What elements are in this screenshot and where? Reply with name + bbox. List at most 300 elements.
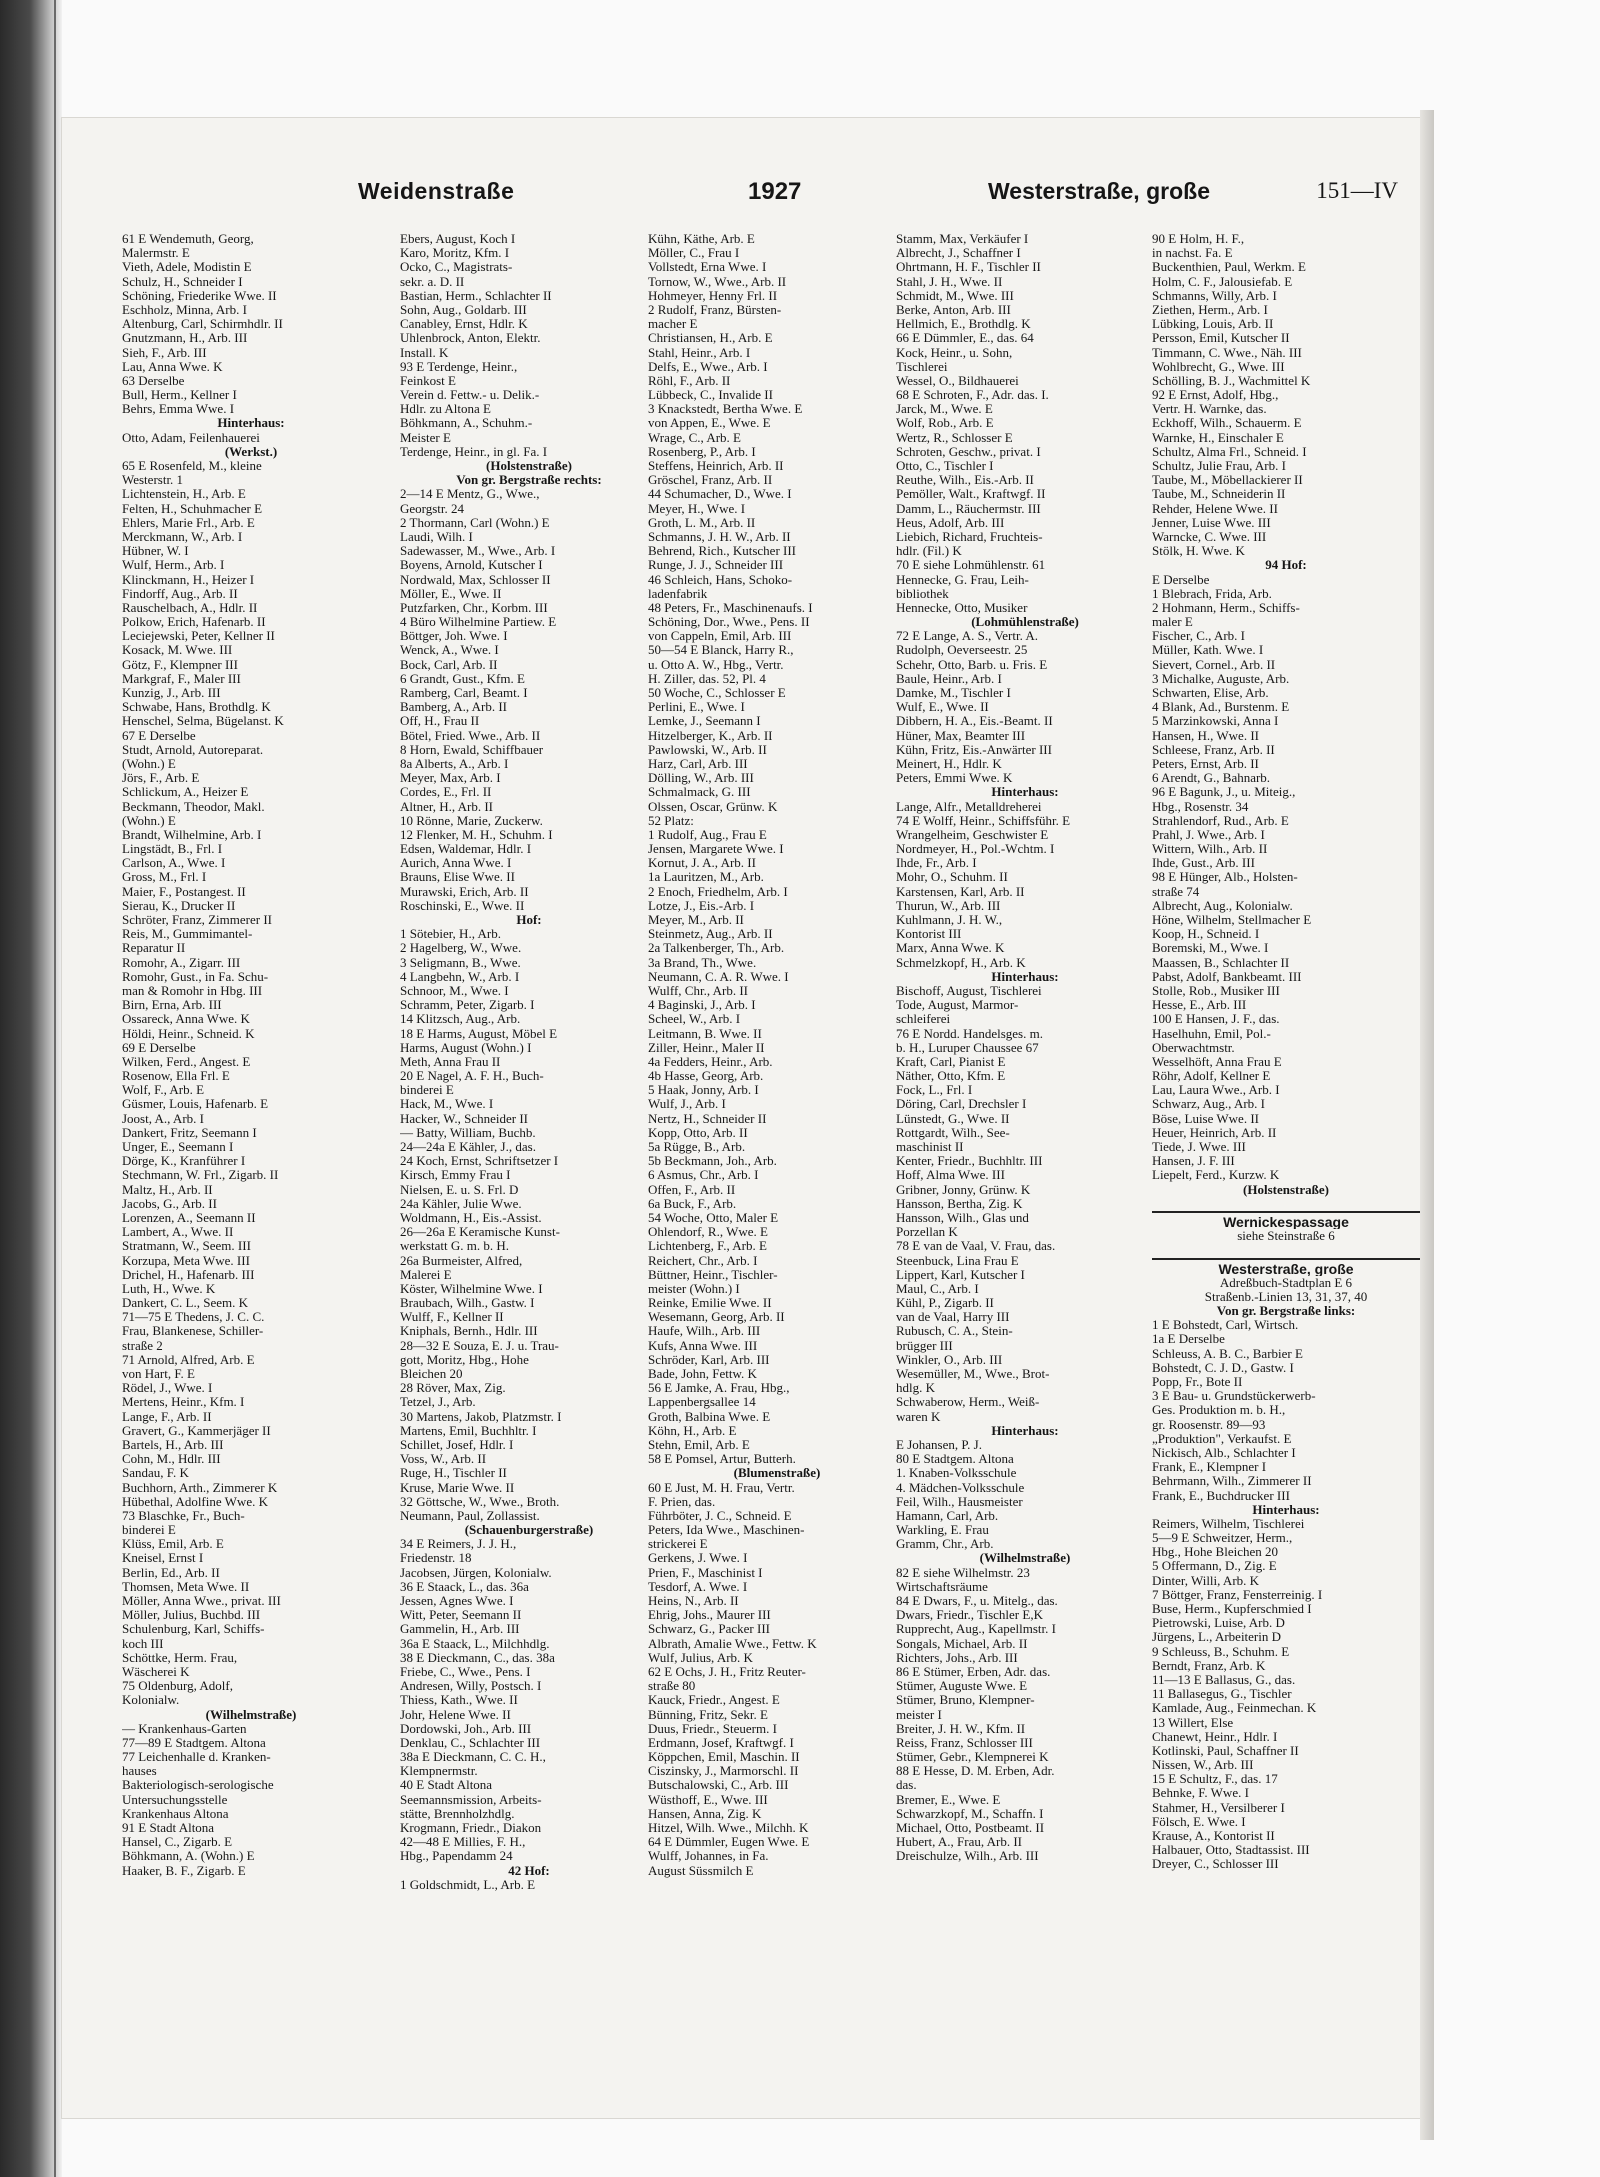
directory-entry: 13 Willert, Else — [1152, 1715, 1234, 1730]
directory-entry: Peters, Emmi Wwe. K — [896, 771, 1013, 786]
directory-entry: Wolf, F., Arb. E — [122, 1083, 205, 1098]
directory-entry: hdlr. (Fil.) K — [896, 544, 962, 559]
directory-entry: 8a Alberts, A., Arb. I — [400, 756, 509, 771]
directory-entry: Krause, A., Kontorist II — [1152, 1829, 1275, 1843]
directory-entry: 4a Fedders, Heinr., Arb. — [648, 1054, 773, 1069]
directory-entry: Putzfarken, Chr., Korbm. III — [400, 600, 548, 615]
directory-entry: binderei E — [122, 1523, 176, 1538]
directory-entry: 4. Mädchen-Volksschule — [896, 1480, 1025, 1495]
directory-entry: Songals, Michael, Arb. II — [896, 1636, 1028, 1651]
directory-entry: Schroten, Geschw., privat. I — [896, 444, 1041, 459]
directory-entry: Reichert, Chr., Arb. I — [648, 1253, 758, 1268]
directory-entry: Ziethen, Herm., Arb. I — [1152, 302, 1268, 317]
directory-entry: Sohn, Aug., Goldarb. III — [400, 302, 527, 317]
directory-entry: Böhkmann, A. (Wohn.) E — [122, 1849, 255, 1864]
directory-entry: Leitmann, B. Wwe. II — [648, 1026, 762, 1041]
directory-entry: Kotlinski, Paul, Schaffner II — [1152, 1743, 1299, 1758]
directory-entry: Sadewasser, M., Wwe., Arb. I — [400, 544, 556, 559]
directory-entry: Möller, Anna Wwe., privat. III — [122, 1594, 281, 1608]
directory-entry: Karstensen, Karl, Arb. II — [896, 884, 1025, 899]
directory-entry: Möller, C., Frau I — [648, 246, 740, 261]
directory-entry: Damke, M., Tischler I — [896, 686, 1011, 700]
directory-entry: (Holstenstraße) — [1243, 1182, 1329, 1197]
header-year: 1927 — [748, 178, 802, 205]
directory-entry: Sieh, F., Arb. III — [122, 345, 207, 360]
directory-entry: Thomsen, Meta Wwe. II — [122, 1579, 250, 1594]
directory-entry: Merckmann, W., Arb. I — [122, 529, 243, 544]
directory-entry: Reparatur II — [122, 941, 186, 956]
directory-entry: Krogmann, Friedr., Diakon — [400, 1821, 542, 1835]
directory-entry: 94 Hof: — [1265, 558, 1307, 573]
directory-entry: Seemannsmission, Arbeits- — [400, 1792, 542, 1807]
directory-entry: Lichtenstein, H., Arb. E — [122, 487, 246, 502]
directory-entry: Gravert, G., Kammerjäger II — [122, 1423, 271, 1438]
directory-entry: gott, Moritz, Hbg., Hohe — [400, 1352, 529, 1367]
directory-entry: Jacobs, G., Arb. II — [122, 1196, 217, 1211]
directory-entry: 5—9 E Schweitzer, Herm., — [1152, 1531, 1293, 1546]
directory-entry: strickerei E — [648, 1537, 708, 1552]
directory-entry: Georgstr. 24 — [400, 501, 465, 516]
directory-entry: 15 E Schultz, F., das. 17 — [1152, 1772, 1278, 1787]
directory-entry: Groth, L. M., Arb. II — [648, 515, 756, 530]
directory-entry: Wulff, F., Kellner II — [400, 1310, 504, 1325]
directory-column-4 — [896, 232, 1154, 2022]
directory-entry: Lambert, A., Wwe. II — [122, 1225, 234, 1240]
directory-entry: Ocko, C., Magistrats- — [400, 260, 513, 275]
directory-entry: Luth, H., Wwe. K — [122, 1281, 216, 1296]
directory-entry: Wittern, Wilh., Arb. II — [1152, 842, 1268, 857]
directory-entry: 71 Arnold, Alfred, Arb. E — [122, 1352, 255, 1367]
directory-entry: Roschinski, E., Wwe. II — [400, 898, 525, 913]
directory-entry: 91 E Stadt Altona — [122, 1821, 215, 1835]
directory-entry — [1152, 1243, 1420, 1257]
directory-entry: 46 Schleich, Hans, Schoko- — [648, 572, 793, 587]
directory-entry: Kirsch, Emmy Frau I — [400, 1168, 511, 1183]
directory-entry: Kneisel, Ernst I — [122, 1551, 204, 1566]
directory-entry: Wernickespassage — [1152, 1211, 1420, 1229]
directory-entry: Hübner, W. I — [122, 544, 189, 559]
directory-entry: Brandt, Wilhelmine, Arb. I — [122, 827, 262, 842]
directory-entry: 1 E Bohstedt, Carl, Wirtsch. — [1152, 1318, 1299, 1333]
directory-entry: (Lohmühlenstraße) — [971, 615, 1079, 630]
directory-entry: Hansen, Anna, Zig. K — [648, 1806, 762, 1821]
directory-entry: Denklau, C., Schlachter III — [400, 1735, 541, 1750]
directory-entry: 6 Grandt, Gust., Kfm. E — [400, 671, 525, 686]
directory-entry: Bremer, E., Wwe. E — [896, 1792, 1001, 1807]
directory-entry: (Schauenburgerstraße) — [464, 1523, 594, 1538]
directory-entry: 48 Peters, Fr., Maschinenaufs. I — [648, 600, 813, 615]
directory-entry: Aurich, Anna Wwe. I — [400, 856, 512, 871]
directory-entry: Bleichen 20 — [400, 1367, 463, 1381]
directory-entry: — Krankenhaus-Garten — [122, 1721, 247, 1736]
directory-entry: Meyer, Max, Arb. I — [400, 771, 501, 786]
directory-entry: Lingstädt, B., Frl. I — [122, 842, 223, 857]
directory-entry: Jarck, M., Wwe. E — [896, 402, 993, 417]
directory-entry: 5a Rügge, B., Arb. — [648, 1140, 746, 1154]
directory-entry: 4 Blank, Ad., Burstenm. E — [1152, 700, 1290, 715]
directory-entry: Martens, Emil, Buchhltr. I — [400, 1423, 537, 1438]
directory-entry: Schehr, Otto, Barb. u. Fris. E — [896, 657, 1048, 672]
directory-entry: Wüsthoff, E., Wwe. III — [648, 1792, 768, 1807]
page-right-edge — [1420, 110, 1434, 2140]
directory-entry: bibliothek — [896, 586, 949, 601]
directory-entry: Wulff, Chr., Arb. II — [648, 983, 748, 998]
directory-entry: Kornut, J. A., Arb. II — [648, 856, 756, 871]
directory-entry: Bischoff, August, Tischlerei — [896, 983, 1042, 998]
directory-entry: Joost, A., Arb. I — [122, 1111, 204, 1126]
directory-entry: Romohr, Gust., in Fa. Schu- — [122, 969, 269, 984]
directory-entry: Mohr, O., Schuhm. II — [896, 870, 1008, 885]
directory-entry: Boremski, M., Wwe. I — [1152, 941, 1269, 956]
directory-entry: Schwarz, G., Packer III — [648, 1622, 771, 1637]
directory-entry: Ihde, Gust., Arb. III — [1152, 856, 1255, 871]
directory-entry: 28—32 E Souza, E. J. u. Trau- — [400, 1338, 559, 1353]
directory-entry: Fischer, C., Arb. I — [1152, 629, 1245, 644]
directory-entry: Carlson, A., Wwe. I — [122, 856, 226, 871]
directory-entry: 1 Rudolf, Aug., Frau E — [648, 827, 767, 842]
directory-entry: Schwabe, Hans, Brothdlg. K — [122, 700, 271, 715]
directory-entry: Albrath, Amalie Wwe., Fettw. K — [648, 1636, 817, 1651]
directory-entry: Wulf, J., Arb. I — [648, 1097, 726, 1112]
directory-entry: 42—48 E Millies, F. H., — [400, 1835, 526, 1850]
directory-entry: Wesemüller, M., Wwe., Brot- — [896, 1367, 1050, 1381]
directory-entry: Olssen, Oscar, Grünw. K — [648, 799, 778, 814]
directory-entry: Feinkost E — [400, 373, 456, 388]
directory-entry: Dölling, W., Arb. III — [648, 771, 754, 786]
directory-entry: Schnoor, M., Wwe. I — [400, 983, 509, 998]
directory-entry: Schlickum, A., Heizer E — [122, 785, 249, 800]
directory-entry: 60 E Just, M. H. Frau, Vertr. — [648, 1480, 795, 1495]
directory-entry: Steinmetz, Aug., Arb. II — [648, 927, 773, 942]
directory-entry: Klüss, Emil, Arb. E — [122, 1537, 224, 1552]
directory-entry: Krankenhaus Altona — [122, 1806, 229, 1821]
directory-entry: Heuer, Heinrich, Arb. II — [1152, 1125, 1277, 1140]
directory-entry: Koop, H., Schneid. I — [1152, 927, 1260, 942]
directory-entry: sekr. a. D. II — [400, 274, 465, 289]
directory-entry: Westerstr. 1 — [122, 473, 184, 488]
directory-entry: Unger, E., Seemann I — [122, 1140, 234, 1154]
directory-entry: Altner, H., Arb. II — [400, 799, 493, 814]
directory-entry: (Wohn.) E — [122, 813, 176, 828]
directory-entry: von Hart, F. E — [122, 1367, 195, 1381]
directory-entry: Cordes, E., Frl. II — [400, 785, 492, 800]
directory-entry: Straßenb.-Linien 13, 31, 37, 40 — [1204, 1289, 1368, 1304]
directory-entry: Schmanns, J. H. W., Arb. II — [648, 529, 791, 544]
directory-entry: hdlg. K — [896, 1381, 935, 1396]
directory-entry: 100 E Hansen, J. F., das. — [1152, 1012, 1280, 1027]
directory-entry: Kosack, M. Wwe. III — [122, 643, 233, 658]
directory-entry: 69 E Derselbe — [122, 1040, 196, 1055]
directory-entry: Reis, M., Gummimantel- — [122, 927, 253, 942]
directory-entry: Offen, F., Arb. II — [648, 1182, 736, 1197]
directory-entry: 98 E Hünger, Alb., Holsten- — [1152, 870, 1298, 885]
book-binding-edge — [0, 0, 62, 2177]
directory-entry: Klempnermstr. — [400, 1764, 478, 1779]
directory-entry: Voss, W., Arb. II — [400, 1452, 487, 1467]
directory-entry: Ihde, Fr., Arb. I — [896, 856, 977, 871]
directory-entry: 1a E Derselbe — [1152, 1332, 1225, 1347]
directory-entry: Wesemann, Georg, Arb. II — [648, 1310, 785, 1325]
directory-entry: Winkler, O., Arb. III — [896, 1352, 1003, 1367]
directory-entry: Buckenthien, Paul, Werkm. E — [1152, 260, 1306, 275]
directory-entry: Rottgardt, Wilh., See- — [896, 1125, 1010, 1140]
directory-entry: Jörs, F., Arb. E — [122, 771, 200, 786]
directory-entry: Jacobsen, Jürgen, Kolonialw. — [400, 1565, 552, 1580]
directory-entry: Halbauer, Otto, Stadtassist. III — [1152, 1843, 1310, 1858]
directory-entry: Reimers, Wilhelm, Tischlerei — [1152, 1516, 1305, 1531]
directory-entry: Thiess, Kath., Wwe. II — [400, 1693, 518, 1708]
directory-entry: 2a Talkenberger, Th., Arb. — [648, 941, 785, 956]
directory-entry: Canabley, Ernst, Hdlr. K — [400, 317, 528, 332]
directory-entry: Edsen, Waldemar, Hdlr. I — [400, 842, 532, 857]
directory-entry: 4 Büro Wilhelmine Partiew. E — [400, 615, 557, 630]
directory-entry: Wrage, C., Arb. E — [648, 430, 741, 445]
directory-entry: Ohlendorf, R., Wwe. E — [648, 1225, 768, 1240]
directory-entry: Möller, Julius, Buchbd. III — [122, 1608, 261, 1623]
directory-entry — [1152, 1197, 1420, 1211]
directory-entry: Schmelzkopf, H., Arb. K — [896, 955, 1026, 970]
directory-entry: Berndt, Franz, Arb. K — [1152, 1658, 1266, 1673]
directory-entry: Tornow, W., Wwe., Arb. II — [648, 274, 787, 289]
directory-entry: 7 Böttger, Franz, Fensterreinig. I — [1152, 1587, 1323, 1602]
directory-entry: Güsmer, Louis, Hafenarb. E — [122, 1097, 269, 1112]
directory-entry: 88 E Hesse, D. M. Erben, Adr. — [896, 1764, 1055, 1779]
directory-entry: Meth, Anna Frau II — [400, 1054, 501, 1069]
directory-entry: Lange, Alfr., Metalldreherei — [896, 799, 1042, 814]
directory-entry: 71—75 E Thedens, J. C. C. — [122, 1310, 265, 1325]
directory-entry: 3 Seligmann, B., Wwe. — [400, 955, 521, 970]
directory-entry: Ciszinsky, J., Marmorschl. II — [648, 1764, 799, 1779]
directory-entry: Berlin, Ed., Arb. II — [122, 1565, 220, 1580]
directory-entry: 24—24a E Kähler, J., das. — [400, 1140, 536, 1154]
directory-entry: 44 Schumacher, D., Wwe. I — [648, 487, 792, 502]
directory-entry: 14 Klitzsch, Aug., Arb. — [400, 1012, 521, 1027]
directory-entry: Schleuss, A. B. C., Barbier E — [1152, 1346, 1303, 1361]
directory-entry: Heus, Adolf, Arb. III — [896, 515, 1005, 530]
directory-entry: Friebe, C., Wwe., Pens. I — [400, 1664, 531, 1679]
directory-entry: Meyer, M., Arb. II — [648, 913, 744, 927]
directory-entry: Reinke, Emilie Wwe. II — [648, 1296, 772, 1311]
directory-entry: Dankert, C. L., Seem. K — [122, 1296, 249, 1311]
directory-entry: Tischlerei — [896, 359, 948, 374]
directory-entry: Liepelt, Ferd., Kurzw. K — [1152, 1168, 1280, 1183]
directory-entry: Jessen, Agnes Wwe. I — [400, 1594, 514, 1608]
directory-entry: Polkow, Erich, Hafenarb. II — [122, 615, 266, 630]
directory-entry: Scheel, W., Arb. I — [648, 1012, 741, 1027]
directory-entry: Harms, August (Wohn.) I — [400, 1040, 532, 1055]
directory-entry: von Appen, E., Wwe. E — [648, 416, 771, 431]
directory-entry: Kühl, P., Zigarb. II — [896, 1296, 994, 1311]
directory-entry: Lemke, J., Seemann I — [648, 714, 761, 729]
directory-entry: Baule, Heinr., Arb. I — [896, 671, 1002, 686]
directory-entry: Dankert, Fritz, Seemann I — [122, 1125, 257, 1140]
directory-entry: Christiansen, H., Arb. E — [648, 331, 773, 346]
directory-entry: Meyer, H., Wwe. I — [648, 501, 746, 516]
directory-entry: 75 Oldenburg, Adolf, — [122, 1679, 233, 1694]
directory-entry: Runge, J. J., Schneider III — [648, 558, 784, 573]
directory-entry: u. Otto A. W., Hbg., Vertr. — [648, 657, 784, 672]
directory-entry: Adreßbuch-Stadtplan E 6 — [1219, 1275, 1353, 1290]
directory-entry: meister (Wohn.) I — [648, 1281, 740, 1296]
directory-entry: Markgraf, F., Maler III — [122, 671, 241, 686]
directory-entry: Schwaberow, Herm., Weiß- — [896, 1395, 1040, 1410]
directory-entry: Cohn, M., Hdlr. III — [122, 1452, 221, 1467]
directory-entry: Popp, Fr., Bote II — [1152, 1375, 1243, 1389]
directory-entry: Uhlenbrock, Anton, Elektr. — [400, 331, 541, 346]
directory-entry: von Cappeln, Emil, Arb. III — [648, 629, 792, 644]
directory-entry: 3a Brand, Th., Wwe. — [648, 955, 757, 970]
directory-entry: Bötel, Fried. Wwe., Arb. II — [400, 728, 541, 743]
directory-entry: Holm, C. F., Jalousiefab. E — [1152, 274, 1293, 289]
directory-entry: Gerkens, J. Wwe. I — [648, 1551, 748, 1566]
directory-entry: in nachst. Fa. E — [1152, 246, 1233, 261]
directory-entry: 61 E Wendemuth, Georg, — [122, 232, 254, 246]
directory-entry: Gammelin, H., Arb. III — [400, 1622, 520, 1637]
directory-entry: Wulf, Herm., Arb. I — [122, 558, 225, 573]
directory-entry: Schmidt, M., Wwe. III — [896, 288, 1014, 303]
directory-entry: Hinterhaus: — [1252, 1502, 1320, 1517]
directory-entry: 2—14 E Mentz, G., Wwe., — [400, 487, 540, 502]
directory-entry: Lübking, Louis, Arb. II — [1152, 317, 1274, 332]
directory-entry: 67 E Derselbe — [122, 728, 196, 743]
directory-entry: Ramberg, Carl, Beamt. I — [400, 686, 528, 700]
directory-entry: Tetzel, J., Arb. — [400, 1395, 476, 1410]
directory-entry: Hinterhaus: — [991, 1423, 1059, 1438]
directory-entry: Stahl, J. H., Wwe. II — [896, 274, 1003, 289]
directory-entry: 50—54 E Blanck, Harry R., — [648, 643, 794, 658]
directory-entry: Michael, Otto, Postbeamt. II — [896, 1821, 1045, 1835]
directory-entry: Jenner, Luise Wwe. III — [1152, 515, 1271, 530]
directory-entry: 5 Marzinkowski, Anna I — [1152, 714, 1279, 729]
directory-entry: Hbg., Hohe Bleichen 20 — [1152, 1545, 1279, 1560]
directory-entry: stätte, Brennholzhdlg. — [400, 1806, 515, 1821]
directory-entry: Ges. Produktion m. b. H., — [1152, 1403, 1286, 1418]
directory-entry: Eckhoff, Wilh., Schauerm. E — [1152, 416, 1302, 431]
directory-entry: Kolonialw. — [122, 1693, 180, 1708]
directory-entry: Hitzelberger, K., Arb. II — [648, 728, 773, 743]
directory-entry: Haselhuhn, Emil, Pol.- — [1152, 1026, 1271, 1041]
directory-entry: Wulf, Julius, Arb. K — [648, 1650, 753, 1665]
directory-entry: Dinter, Willi, Arb. K — [1152, 1573, 1260, 1588]
directory-entry: 90 E Holm, H. F., — [1152, 232, 1245, 246]
directory-entry: 4b Hasse, Georg, Arb. — [648, 1069, 764, 1084]
directory-entry: 1. Knaben-Volksschule — [896, 1466, 1017, 1481]
directory-entry: Liebich, Richard, Fruchteis- — [896, 529, 1043, 544]
directory-entry: Rehder, Helene Wwe. II — [1152, 501, 1278, 516]
directory-entry: Warnke, H., Einschaler E — [1152, 430, 1284, 445]
directory-entry: Behrmann, Wilh., Zimmerer II — [1152, 1474, 1312, 1489]
directory-entry: 1 Blebrach, Frida, Arb. — [1152, 586, 1272, 601]
directory-entry: Möller, E., Wwe. II — [400, 586, 502, 601]
directory-entry: Näther, Otto, Kfm. E — [896, 1069, 1006, 1084]
directory-entry: 82 E siehe Wilhelmstr. 23 — [896, 1565, 1030, 1580]
directory-entry: Steenbuck, Lina Frau E — [896, 1253, 1019, 1268]
directory-entry: Gnutzmann, H., Arb. III — [122, 331, 248, 346]
directory-entry: Eschholz, Minna, Arb. I — [122, 302, 247, 317]
directory-entry: meister I — [896, 1707, 942, 1722]
directory-entry: Malerei E — [400, 1267, 452, 1282]
directory-entry: 3 E Bau- u. Grundstückerwerb- — [1152, 1389, 1316, 1404]
directory-entry: Felten, H., Schuhmacher E — [122, 501, 263, 516]
directory-entry: Müller, Kath. Wwe. I — [1152, 643, 1264, 658]
directory-entry: 40 E Stadt Altona — [400, 1778, 493, 1793]
directory-entry: Schmanns, Willy, Arb. I — [1152, 288, 1277, 303]
directory-entry: Götz, F., Klempner III — [122, 657, 238, 672]
directory-entry: Install. K — [400, 345, 449, 360]
directory-column-1 — [122, 232, 380, 2022]
directory-entry: Schramm, Peter, Zigarb. I — [400, 998, 535, 1013]
directory-entry: Maul, C., Arb. I — [896, 1281, 979, 1296]
directory-entry: Köster, Wilhelmine Wwe. I — [400, 1281, 543, 1296]
directory-entry: 26a Burmeister, Alfred, — [400, 1253, 523, 1268]
directory-entry: Frau, Blankenese, Schiller- — [122, 1324, 264, 1339]
directory-entry: Rupprecht, Aug., Kapellmstr. I — [896, 1622, 1056, 1637]
directory-entry: (Wohn.) E — [122, 756, 176, 771]
directory-entry: Studt, Arnold, Autoreparat. — [122, 742, 264, 757]
directory-entry: 28 Röver, Max, Zig. — [400, 1381, 506, 1396]
directory-entry: 36 E Staack, L., das. 36a — [400, 1579, 529, 1594]
directory-entry: Wessel, O., Bildhauerei — [896, 373, 1019, 388]
header-street-left: Weidenstraße — [358, 178, 515, 204]
directory-entry: Steffens, Heinrich, Arb. II — [648, 459, 784, 473]
directory-entry: 78 E van de Vaal, V. Frau, das. — [896, 1239, 1056, 1254]
directory-entry: Wrangelheim, Geschwister E — [896, 827, 1049, 842]
directory-entry: Schwarz, Aug., Arb. I — [1152, 1097, 1266, 1112]
directory-entry: Tesdorf, A. Wwe. I — [648, 1579, 748, 1594]
directory-entry: Hof: — [516, 913, 542, 927]
directory-entry: b. H., Luruper Chaussee 67 — [896, 1040, 1039, 1055]
directory-entry: Wohlbrecht, G., Wwe. III — [1152, 359, 1285, 374]
directory-entry: Sierau, K., Drucker II — [122, 898, 236, 913]
directory-entry: Schöning, Dor., Wwe., Pens. II — [648, 615, 810, 630]
directory-entry: 34 E Reimers, J. J. H., — [400, 1537, 517, 1552]
directory-entry: Karo, Moritz, Kfm. I — [400, 246, 510, 261]
directory-entry: Stahl, Heinr., Arb. I — [648, 345, 751, 360]
directory-entry: Ossareck, Anna Wwe. K — [122, 1012, 250, 1027]
directory-entry: Hdlr. zu Altona E — [400, 402, 491, 417]
directory-entry: 72 E Lange, A. S., Vertr. A. — [896, 629, 1039, 644]
directory-entry: hauses — [122, 1764, 157, 1779]
directory-entry: Behrs, Emma Wwe. I — [122, 402, 235, 417]
directory-entry: Hack, M., Wwe. I — [400, 1097, 494, 1112]
directory-entry: Vieth, Adele, Modistin E — [122, 260, 252, 275]
directory-entry: Hubert, A., Frau, Arb. II — [896, 1835, 1023, 1850]
directory-entry: Nickisch, Alb., Schlachter I — [1152, 1445, 1296, 1460]
directory-entry: Dreyer, C., Schlosser III — [1152, 1857, 1279, 1872]
directory-entry: Haufe, Wilh., Arb. III — [648, 1324, 761, 1339]
directory-entry: Bünning, Fritz, Sekr. E — [648, 1707, 768, 1722]
directory-entry: — Batty, William, Buchb. — [400, 1125, 536, 1140]
directory-entry: Büttner, Heinr., Tischler- — [648, 1267, 778, 1282]
directory-entry: Hennecke, G. Frau, Leih- — [896, 572, 1029, 587]
directory-entry: siehe Steinstraße 6 — [1237, 1229, 1335, 1244]
directory-entry: 12 Flenker, M. H., Schuhm. I — [400, 827, 553, 842]
directory-entry: Stümer, Bruno, Klempner- — [896, 1693, 1035, 1708]
directory-entry: Hellmich, E., Brothdlg. K — [896, 317, 1031, 332]
directory-entry: Butschalowski, C., Arb. III — [648, 1778, 789, 1793]
directory-entry: 2 Hohmann, Herm., Schiffs- — [1152, 600, 1300, 615]
directory-entry: Ehrig, Johs., Maurer III — [648, 1608, 771, 1623]
directory-entry: straße 74 — [1152, 884, 1200, 899]
directory-column-2 — [400, 232, 658, 2022]
directory-entry: Porzellan K — [896, 1225, 958, 1240]
directory-entry: Wulf, E., Wwe. II — [896, 700, 989, 715]
directory-entry: Lotze, J., Eis.-Arb. I — [648, 898, 755, 913]
directory-entry: Malermstr. E — [122, 246, 190, 261]
directory-entry: Dreischulze, Wilh., Arb. III — [896, 1849, 1039, 1864]
directory-entry: F. Prien, das. — [648, 1494, 716, 1509]
directory-entry: Verein d. Fettw.- u. Delik.- — [400, 388, 540, 403]
